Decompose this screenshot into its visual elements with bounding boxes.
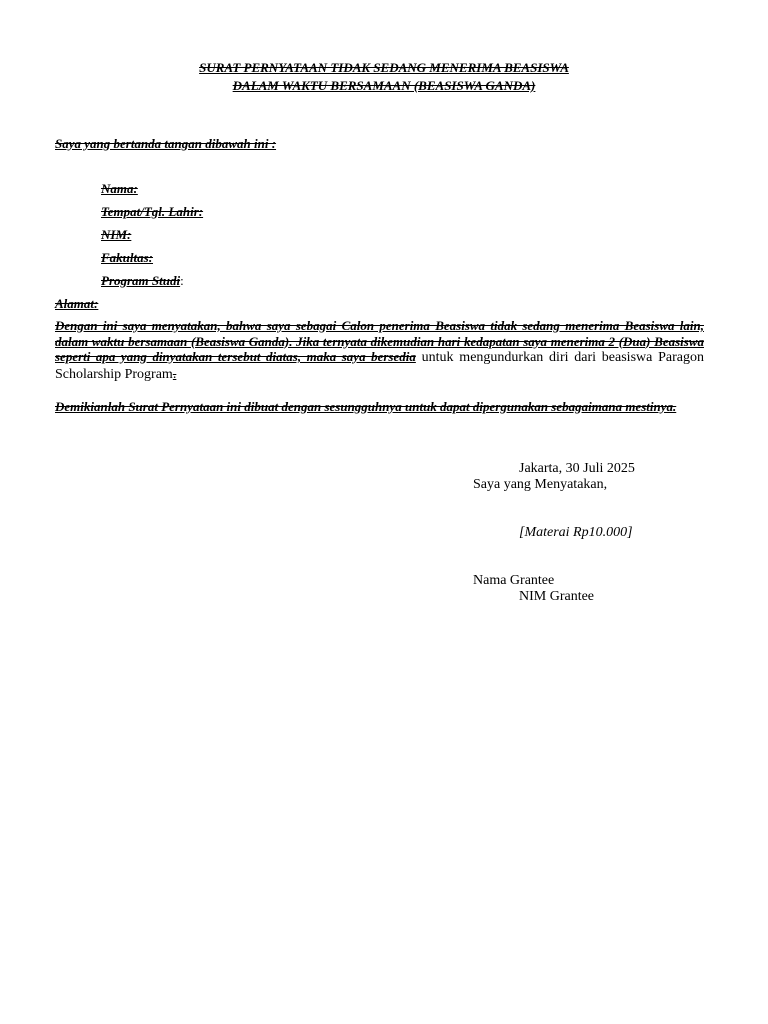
field-alamat-label: Alamat: — [55, 296, 99, 311]
title-line-1-text: SURAT PERNYATAAN TIDAK SEDANG MENERIMA BEASISWA — [199, 60, 569, 75]
field-fakultas — [101, 249, 153, 267]
statement-struck-text: Dengan ini saya menyatakan, bahwa saya sebagai Calon penerima Beasiswa tidak sedang menerima Beasiswa lain, dalam waktu bersamaan (Beasiswa Ganda). Jika ternyata dikemudian hari kedapatan saya menerima 2 (Dua) Beasiswa seperti apa yang dinyatakan tersebut diatas, maka saya bersedia — [55, 318, 704, 364]
intro-text: Saya yang bertanda tangan dibawah ini : — [55, 136, 277, 151]
signature-name: Nama Grantee — [473, 573, 555, 588]
statement-paragraph — [55, 318, 704, 382]
signature-declarant: Saya yang Menyatakan, — [473, 477, 608, 492]
field-nim — [101, 226, 131, 244]
field-nama — [101, 180, 138, 198]
statement-inserted-text: untuk mengundurkan diri dari beasiswa Paragon Scholarship Program — [55, 350, 704, 382]
field-program-studi — [101, 272, 184, 290]
signature-place-date: Jakarta, 30 Juli 2025 — [519, 461, 635, 476]
closing-text: Demikianlah Surat Pernyataan ini dibuat dengan sesungguhnya untuk dapat dipergunakan sebagaimana mestinya. — [55, 399, 677, 414]
title-line-2 — [0, 77, 768, 95]
field-program-studi-colon: : — [180, 273, 184, 288]
intro-line — [55, 135, 276, 153]
signature-stamp-placeholder: [Materai Rp10.000] — [519, 525, 633, 540]
field-tempat-tgl-lahir — [101, 203, 203, 221]
field-nim-label: NIM: — [101, 227, 132, 242]
field-alamat — [55, 295, 98, 313]
title-line-1 — [0, 59, 768, 77]
field-program-studi-label: Program Studi — [101, 273, 181, 288]
closing-paragraph — [55, 399, 704, 415]
signature-nim: NIM Grantee — [519, 589, 595, 604]
field-nama-label: Nama: — [101, 181, 138, 196]
statement-end-mark: . — [172, 366, 177, 382]
title-line-2-text: DALAM WAKTU BERSAMAAN (BEASISWA GANDA) — [232, 78, 536, 93]
field-fakultas-label: Fakultas: — [101, 250, 154, 265]
field-tempat-tgl-lahir-label: Tempat/Tgl. Lahir: — [101, 204, 204, 219]
